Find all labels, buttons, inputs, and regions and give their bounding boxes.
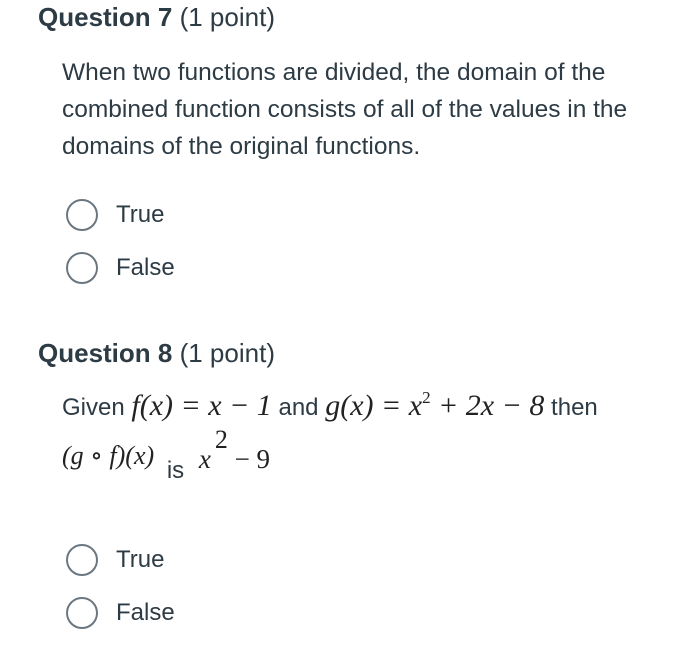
question-8-number: Question 8 [38,338,173,368]
answer-expression [198,425,271,474]
g-definition-exponent: 2 [422,388,431,407]
question-7-option-false[interactable] [66,250,175,286]
question-7-prompt: When two functions are divided, the domain of the combined function consists of all of the values in the domains of the original functions. [62,59,628,160]
g-definition-rest: + 2x − 8 [430,389,545,422]
g-definition [325,389,544,422]
prompt-given-text: Given [62,394,125,421]
prompt-then-text: then [551,394,598,421]
answer-base: x [198,444,211,474]
question-7-points: (1 point) [179,2,275,32]
question-7-number: Question 7 [38,2,173,32]
question-8-points: (1 point) [179,338,275,368]
option-label[interactable]: False [116,254,175,281]
radio-button[interactable] [66,597,98,629]
g-definition-main: g(x) = x [325,389,423,422]
question-8-option-false[interactable] [66,595,175,631]
question-7-option-true[interactable] [66,197,164,233]
composition-expression: (g ∘ f)(x) [62,441,155,470]
question-8-option-true[interactable] [66,542,164,578]
prompt-is-text: is [166,457,185,484]
question-7-title [38,2,275,33]
answer-exponent: 2 [214,425,228,454]
question-8-title [38,338,275,369]
option-label[interactable]: False [116,599,175,626]
question-8-prompt-line-2 [62,425,271,484]
radio-button[interactable] [66,544,98,576]
radio-button[interactable] [66,199,98,231]
answer-rest: − 9 [227,444,271,474]
question-8-prompt-line-1 [62,388,598,423]
radio-button[interactable] [66,252,98,284]
f-definition: f(x) = x − 1 [131,389,272,422]
option-label[interactable]: True [116,201,165,228]
option-label[interactable]: True [116,546,165,573]
prompt-and-text: and [278,394,319,421]
